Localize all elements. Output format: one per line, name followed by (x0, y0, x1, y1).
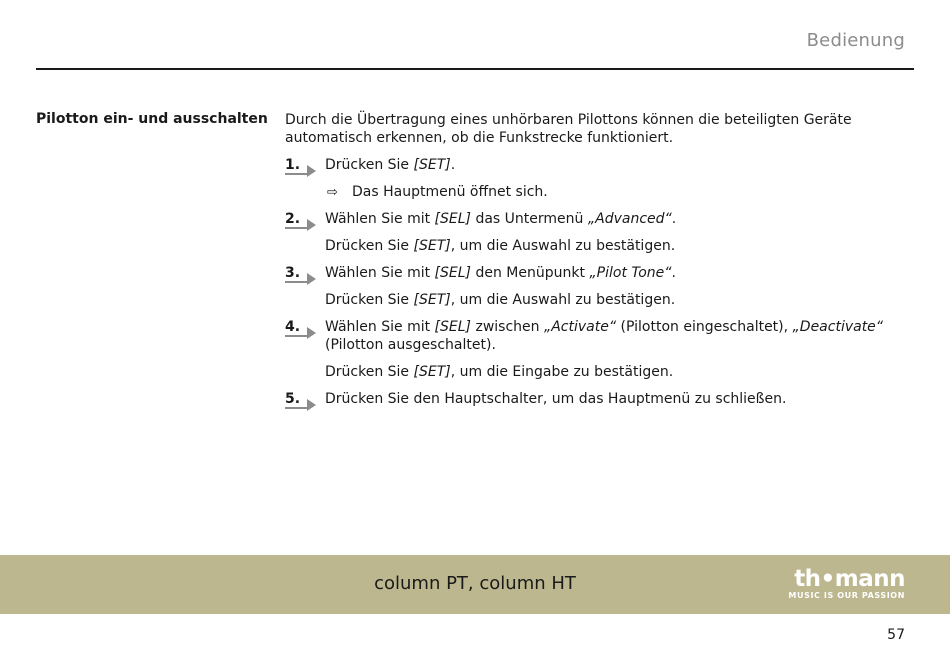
step-arrow-icon (307, 219, 316, 231)
step-text-part: Wählen Sie mit (325, 265, 435, 281)
thomann-logo (788, 567, 905, 601)
step-marker (285, 318, 319, 338)
step-text-part: Drücken Sie (325, 292, 414, 308)
step-subtext (325, 291, 915, 309)
step-text-part: . (671, 211, 677, 227)
intro-paragraph: Durch die Übertragung eines unhörbaren Pilottons können die beteiligten Geräte automatisch erkennen, ob die Funkstrecke funktioniert. (285, 112, 852, 146)
step-underline (285, 173, 309, 175)
key-set: [SET] (413, 238, 451, 254)
step-underline (285, 227, 309, 229)
menu-option: „Deactivate“ (792, 319, 884, 335)
main-content (285, 111, 915, 417)
step-text-part: Drücken Sie (325, 364, 414, 380)
step-arrow-icon (307, 273, 316, 285)
step-1 (285, 156, 915, 201)
step-text-part: den Menüpunkt (471, 265, 590, 281)
step-number: 1. (285, 157, 301, 173)
result-text: Das Hauptmenü öffnet sich. (352, 184, 548, 200)
step-text-part: . (671, 265, 676, 281)
step-3 (285, 264, 915, 309)
step-text-part: (Pilotton eingeschaltet), (616, 319, 793, 335)
logo-wordmark: th•mann (794, 566, 905, 592)
step-text (325, 156, 915, 174)
step-text-part: Drücken Sie (325, 157, 414, 173)
step-text-part: , um die Auswahl zu bestätigen. (450, 292, 676, 308)
key-sel: [SEL] (434, 211, 472, 227)
step-underline (285, 281, 309, 283)
step-text-part: das Untermenü (471, 211, 588, 227)
page-number: 57 (887, 627, 905, 643)
step-text-part: . (450, 157, 456, 173)
step-4 (285, 318, 915, 381)
result-arrow-icon: ⇨ (327, 185, 338, 200)
key-sel: [SEL] (434, 319, 472, 335)
step-number: 2. (285, 211, 301, 227)
step-marker (285, 264, 319, 284)
menu-option: „Activate“ (543, 319, 617, 335)
step-text (325, 318, 915, 354)
step-number: 5. (285, 391, 301, 407)
step-subtext (325, 363, 915, 381)
step-arrow-icon (307, 165, 316, 177)
step-result (325, 183, 915, 201)
step-text-part: Drücken Sie den Hauptschalter, um das Hauptmenü zu schließen. (325, 391, 787, 407)
key-set: [SET] (413, 292, 451, 308)
step-text-part: zwischen (471, 319, 544, 335)
step-text-part: Wählen Sie mit (325, 211, 435, 227)
side-heading: Pilotton ein- und ausschalten (36, 111, 268, 127)
step-underline (285, 335, 309, 337)
step-subtext (325, 237, 915, 255)
step-text-part: , um die Eingabe zu bestätigen. (450, 364, 674, 380)
step-text-part: Wählen Sie mit (325, 319, 435, 335)
footer-product-name: column PT, column HT (374, 573, 576, 594)
step-text-part: (Pilotton ausgeschaltet). (325, 337, 496, 353)
step-marker (285, 390, 319, 410)
step-marker (285, 210, 319, 230)
menu-option: „Pilot Tone“ (589, 265, 672, 281)
menu-option: „Advanced“ (587, 211, 672, 227)
step-marker (285, 156, 319, 176)
step-arrow-icon (307, 327, 316, 339)
step-text (325, 390, 915, 408)
footer-band (0, 555, 950, 614)
step-number: 3. (285, 265, 301, 281)
header-section-title: Bedienung (806, 30, 905, 51)
header-divider (36, 68, 914, 70)
key-set: [SET] (413, 157, 451, 173)
key-sel: [SEL] (434, 265, 472, 281)
step-text (325, 210, 915, 228)
step-underline (285, 407, 309, 409)
key-set: [SET] (413, 364, 451, 380)
logo-tagline: MUSIC IS OUR PASSION (788, 591, 905, 600)
step-number: 4. (285, 319, 301, 335)
step-text-part: Drücken Sie (325, 238, 414, 254)
step-2 (285, 210, 915, 255)
step-text-part: , um die Auswahl zu bestätigen. (450, 238, 676, 254)
step-text (325, 264, 915, 282)
step-5 (285, 390, 915, 408)
step-arrow-icon (307, 399, 316, 411)
